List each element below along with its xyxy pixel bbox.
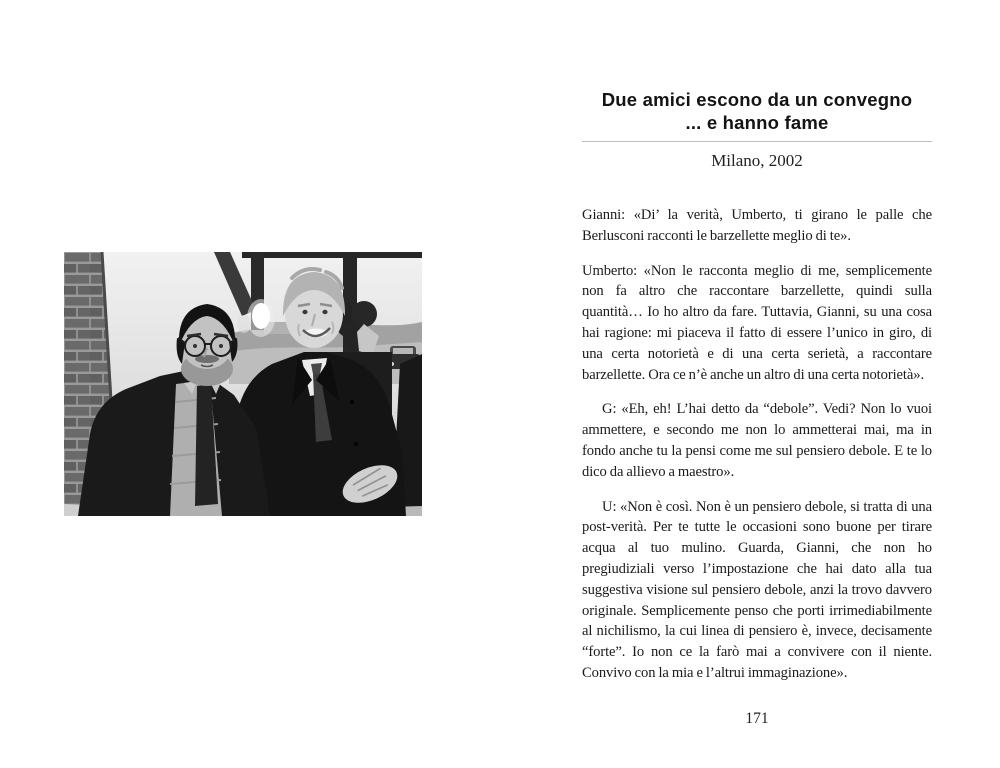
paragraph-gianni: Gianni: «Di’ la verità, Umberto, ti girano le palle che Berlusconi racconti le barzellette meglio di te». <box>582 207 932 244</box>
chapter-title <box>582 88 932 134</box>
page-number: 171 <box>745 710 769 727</box>
paragraph-umberto: Umberto: «Non le racconta meglio di me, semplicemente non fa altro che raccontare barzellette, quindi sulla quantità… Io ho altro da fare. Tuttavia, Gianni, su una cosa hai ragione: mi piaceva il fatto di essere l’unico in giro, di una certa notorietà e di una certa serietà, a raccontare barzellette. Ora ce n’è anche un altro di una certa notorietà». <box>582 262 932 383</box>
paragraph-g: G: «Eh, eh! L’hai detto da “debole”. Vedi? Non lo vuoi ammettere, e secondo me non lo ammetterai mai, ma in fondo anche tu la pensi come me sul pensiero debole. E te lo dico da allievo a maestro». <box>582 401 932 480</box>
chapter-title-line2: ... e hanno fame <box>685 112 829 133</box>
title-divider <box>582 141 932 142</box>
photo-two-men <box>64 252 422 516</box>
dialogue-text <box>582 205 932 684</box>
paragraph-u: U: «Non è così. Non è un pensiero debole, si tratta di una post-verità. Per te tutte le occasioni sono buone per tirare acqua al tuo mulino. Guarda, Gianni, che non ho pregiudiziali verso l’impostazione che hai dato alla tua suggestiva visione sul pensiero debole, anzi la trovo davvero originale. Semplicemente penso che porti irrimediabilmente al nichilismo, la cui linea di pensiero è, invece, decisamente “forte”. Io non ce la farò mai a convivere con il niente. Convivo con la mia e l’altrui immaginazione». <box>582 498 932 681</box>
text-column <box>582 88 932 698</box>
chapter-title-line1: Due amici escono da un convegno <box>601 89 913 110</box>
dateline: Milano, 2002 <box>711 151 803 170</box>
photo-illustration <box>64 252 422 516</box>
